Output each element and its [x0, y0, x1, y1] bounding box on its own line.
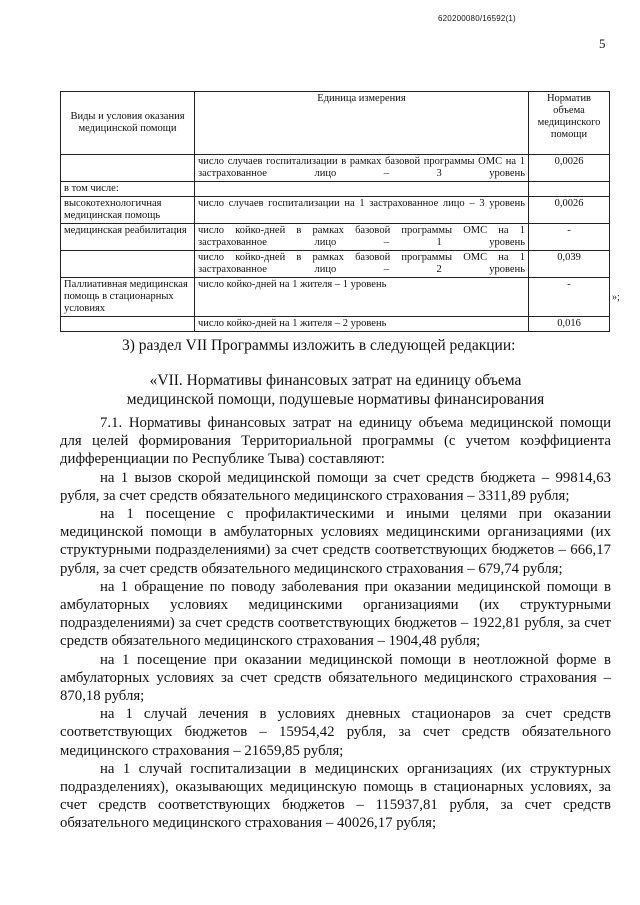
- heading-line-2: медицинской помощи, подушевые нормативы финансирования: [126, 390, 545, 408]
- cell-unit: [195, 182, 529, 197]
- table-row: [61, 155, 610, 182]
- cell-value: 0,039: [529, 251, 610, 278]
- cell-type: медицинская реабилитация: [61, 224, 195, 251]
- cell-value: 0,0026: [529, 197, 610, 224]
- heading-line-1: «VII. Нормативы финансовых затрат на единицу объема: [149, 372, 522, 389]
- table-row: [61, 251, 610, 278]
- paragraph: на 1 вызов скорой медицинской помощи за счет средств бюджета – 99814,63 рубля, за счет средств обязательного медицинского страхования – 3311,89 рубля;: [60, 469, 611, 504]
- section-heading: [60, 372, 611, 409]
- cell-unit: число койко-дней на 1 жителя – 1 уровень: [195, 278, 529, 317]
- cell-type: высокотехнологичная медицинская помощь: [61, 197, 195, 224]
- cell-unit: число случаев госпитализации на 1 застрахованное лицо – 3 уровень: [195, 197, 529, 224]
- paragraph: на 1 посещение с профилактическими и иными целями при оказании медицинской помощи в амбулаторных условиях медицинскими организациями (их структурными подразделениями) за счет средств соответствующих бюджетов – 666,17 рубля, за счет средств обязательного медицинского страхования – 679,74 рубля;: [60, 506, 611, 577]
- table-row: [61, 317, 610, 332]
- section-command: 3) раздел VII Программы изложить в следующей редакции:: [122, 337, 516, 354]
- cell-unit: число койко-дней в рамках базовой программы ОМС на 1 застрахованное лицо – 2 уровень: [195, 251, 529, 278]
- body-text: [60, 414, 611, 833]
- cell-unit: число койко-дней в рамках базовой программы ОМС на 1 застрахованное лицо – 1 уровень: [195, 224, 529, 251]
- header-norm: Норматив объема медицинского помощи: [529, 92, 610, 155]
- cell-type: Паллиативная медицинская помощь в стационарных условиях: [61, 278, 195, 317]
- cell-value: [529, 182, 610, 197]
- header-type: Виды и условия оказания медицинской помощи: [61, 92, 195, 155]
- table-row: [61, 224, 610, 251]
- table-header-row: [61, 92, 610, 155]
- cell-type: [61, 317, 195, 332]
- cell-type: [61, 251, 195, 278]
- document-id: 620200080/16592(1): [438, 14, 516, 23]
- header-unit: Единица измерения: [195, 92, 529, 155]
- cell-type: в том числе:: [61, 182, 195, 197]
- paragraph: на 1 обращение по поводу заболевания при оказании медицинской помощи в амбулаторных условиях медицинскими организациями (их структурными подразделениями) за счет средств соответствующих бюджетов – 1922,81 рубля, за счет средств обязательного медицинского страхования – 1904,48 рубля;: [60, 578, 611, 650]
- table-row: [61, 197, 610, 224]
- paragraph: на 1 случай госпитализации в медицинских организациях (их структурных подразделениях), оказывающих медицинскую помощь в стационарных условиях, за счет средств соответствующих бюджетов – 115937,81 рубля, за счет средств обязательного медицинского страхования – 40026,17 рубля;: [60, 760, 611, 832]
- cell-value: -: [529, 224, 610, 251]
- cell-value: -: [529, 278, 610, 317]
- table-row: [61, 182, 610, 197]
- paragraph: 7.1. Нормативы финансовых затрат на единицу объема медицинской помощи для целей формирования Территориальной программы (с учетом коэффициента дифференциации по Республике Тыва) составляют:: [60, 415, 611, 468]
- cell-value: 0,0026: [529, 155, 610, 182]
- paragraph: на 1 случай лечения в условиях дневных стационаров за счет средств соответствующих бюджетов – 15954,42 рубля, за счет средств обязательного медицинского страхования – 21659,85 рубля;: [60, 706, 611, 759]
- cell-value: 0,016: [529, 317, 610, 332]
- cell-type: [61, 155, 195, 182]
- cell-unit: число случаев госпитализации в рамках базовой программы ОМС на 1 застрахованное лицо – 3 уровень: [195, 155, 529, 182]
- cell-unit: число койко-дней на 1 жителя – 2 уровень: [195, 317, 529, 332]
- table-closing-quote: »;: [612, 292, 620, 303]
- norms-table: [60, 91, 610, 332]
- table-row: [61, 278, 610, 317]
- paragraph: на 1 посещение при оказании медицинской помощи в неотложной форме в амбулаторных условиях за счет средств обязательного медицинского страхования – 870,18 рубля;: [60, 651, 611, 705]
- page-number: 5: [599, 36, 606, 51]
